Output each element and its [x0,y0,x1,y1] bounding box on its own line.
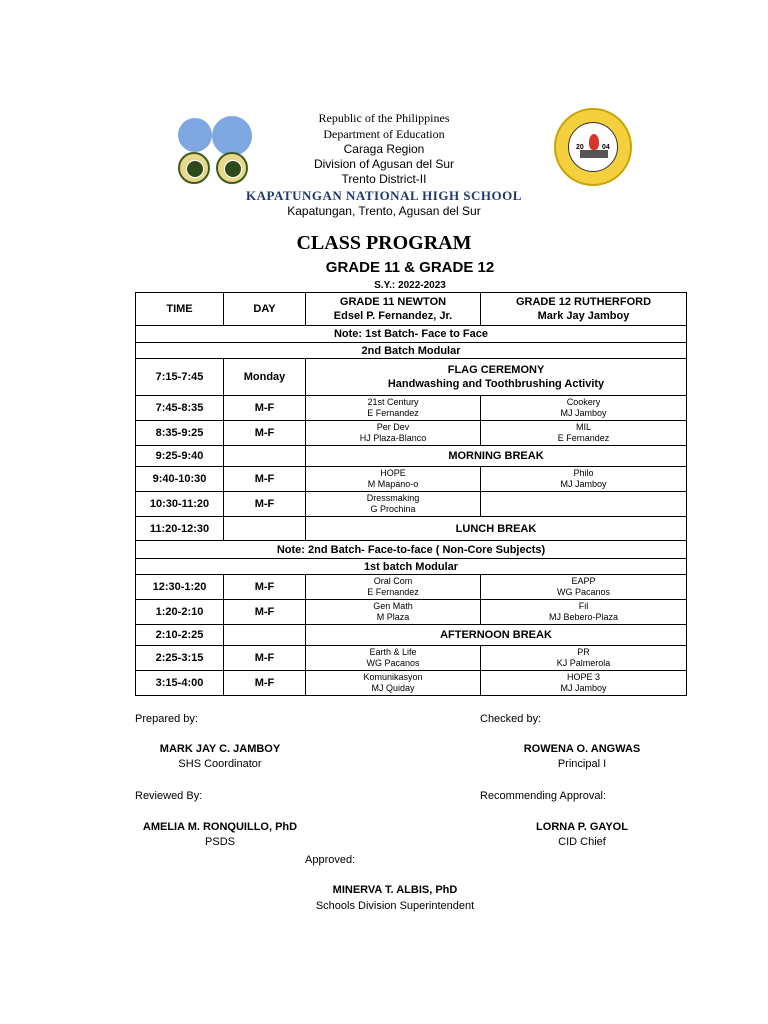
table-row [136,492,687,517]
note-batch2b: 1st batch Modular [136,559,687,575]
teacher: MJ Jamboy [560,683,607,693]
subject: Per Dev [376,422,410,432]
row-day: M-F [224,492,306,517]
recommending-approval-position: CID Chief [558,836,606,848]
subject: MIL [575,422,591,432]
row-day: M-F [224,671,306,696]
grade11-cell [306,492,481,517]
afternoon-break-label: AFTERNOON BREAK [306,625,687,646]
page-title: CLASS PROGRAM [296,232,472,254]
approved-name: MINERVA T. ALBIS, PhD [332,884,458,896]
header-line-division: Division of Agusan del Sur [313,157,455,171]
subject: Dressmaking [366,493,420,503]
teacher: HJ Plaza-Blanco [359,433,427,443]
header-line-district: Trento District-II [341,172,427,186]
row-day [224,446,306,467]
row-day: M-F [224,600,306,625]
teacher: M Mapano-o [367,479,419,489]
row-time: 2:25-3:15 [136,646,224,671]
teacher: M Plaza [376,612,410,622]
header-line-republic: Republic of the Philippines [318,111,450,125]
teacher: KJ Palmerola [556,658,611,668]
reviewed-by-name: AMELIA M. RONQUILLO, PhD [142,821,298,833]
row-day [224,517,306,541]
table-header-row [136,293,687,326]
col-header-grade12 [481,293,687,326]
row-time: 12:30-1:20 [136,575,224,600]
note-batch1b: 2nd Batch Modular [136,343,687,359]
row-day: M-F [224,646,306,671]
page-subtitle: GRADE 11 & GRADE 12 [325,259,495,276]
col-header-time: TIME [136,293,224,326]
row-day [224,625,306,646]
checked-by-name: ROWENA O. ANGWAS [523,743,641,755]
recommending-approval-label: Recommending Approval: [480,790,606,802]
grade11-cell [306,646,481,671]
subject: EAPP [571,576,596,586]
table-row-flag [136,359,687,396]
grade12-cell [481,421,687,446]
teacher: WG Pacanos [556,587,611,597]
table-row [136,646,687,671]
grade12-cell [481,575,687,600]
seal-year-left: 20 [576,144,584,151]
grade11-cell [306,575,481,600]
row-time: 1:20-2:10 [136,600,224,625]
row-day: Monday [224,359,306,396]
teacher: E Fernandez [557,433,610,443]
grade11-cell [306,421,481,446]
teacher: MJ Jamboy [560,479,607,489]
header-line-region: Caraga Region [343,142,425,156]
table-row-afternoon-break [136,625,687,646]
grade11-cell [306,467,481,492]
table-row [136,600,687,625]
table-row [136,396,687,421]
reviewed-by-position: PSDS [205,836,235,848]
note-batch1: Note: 1st Batch- Face to Face [136,326,687,343]
row-time: 3:15-4:00 [136,671,224,696]
subject: Fil [578,601,589,611]
teacher: MJ Quiday [371,683,415,693]
teacher: MJ Bebero-Plaza [548,612,619,622]
prepared-by-label: Prepared by: [135,713,198,725]
subject: Philo [573,468,594,478]
grade12-cell [481,671,687,696]
table-row [136,467,687,492]
class-schedule-table [135,292,687,696]
note-batch2: Note: 2nd Batch- Face-to-face ( Non-Core Subjects) [136,541,687,559]
subject: HOPE [380,468,406,478]
row-time: 9:25-9:40 [136,446,224,467]
grade11-adviser: Edsel P. Fernandez, Jr. [333,310,453,322]
approved-label: Approved: [305,854,356,866]
row-time: 10:30-11:20 [136,492,224,517]
row-time: 9:40-10:30 [136,467,224,492]
grade12-section: GRADE 12 RUTHERFORD [515,296,652,308]
row-day: M-F [224,467,306,492]
table-row [136,671,687,696]
seal-year-right: 04 [602,144,610,151]
checked-by-position: Principal I [557,758,607,770]
col-header-grade11 [306,293,481,326]
grade12-cell [481,646,687,671]
school-address: Kapatungan, Trento, Agusan del Sur [287,204,481,218]
teacher: E Fernandez [367,587,419,597]
morning-break-label: MORNING BREAK [306,446,687,467]
table-row [136,421,687,446]
header-line-deped: Department of Education [323,127,445,141]
subject: HOPE 3 [566,672,600,682]
grade12-cell [481,600,687,625]
row-time: 2:10-2:25 [136,625,224,646]
row-time: 8:35-9:25 [136,421,224,446]
grade12-adviser: Mark Jay Jamboy [537,310,630,322]
grade11-cell [306,396,481,421]
prepared-by-position: SHS Coordinator [178,758,262,770]
subject: Cookery [566,397,601,407]
grade12-cell [481,492,687,517]
subject: Earth & Life [369,647,417,657]
subject: PR [577,647,590,657]
flag-ceremony-label: FLAG CEREMONY [447,364,545,376]
row-day: M-F [224,575,306,600]
subject: Gen Math [373,601,413,611]
checked-by-label: Checked by: [480,713,542,725]
table-row-morning-break [136,446,687,467]
prepared-by-name: MARK JAY C. JAMBOY [159,743,281,755]
grade11-section: GRADE 11 NEWTON [339,296,447,308]
school-year: S.Y.: 2022-2023 [374,280,446,291]
teacher: WG Pacanos [366,658,420,668]
row-day: M-F [224,421,306,446]
col-header-day: DAY [224,293,306,326]
row-day: M-F [224,396,306,421]
grade12-cell [481,467,687,492]
flag-ceremony-cell [306,359,687,396]
lunch-break-label: LUNCH BREAK [306,517,687,541]
row-time: 7:15-7:45 [136,359,224,396]
grade11-cell [306,671,481,696]
row-time: 11:20-12:30 [136,517,224,541]
teacher: MJ Jamboy [560,408,607,418]
grade11-cell [306,600,481,625]
teacher: G Prochina [370,504,416,514]
handwashing-label: Handwashing and Toothbrushing Activity [387,378,605,390]
subject: Oral Com [373,576,413,586]
grade12-cell [481,396,687,421]
table-row-lunch-break [136,517,687,541]
approved-position: Schools Division Superintendent [315,900,475,912]
row-time: 7:45-8:35 [136,396,224,421]
school-name: KAPATUNGAN NATIONAL HIGH SCHOOL [246,188,522,203]
teacher: E Fernandez [367,408,419,418]
table-row [136,575,687,600]
subject: 21st Century [367,397,419,407]
recommending-approval-name: LORNA P. GAYOL [536,821,628,833]
subject: Komunikasyon [363,672,423,682]
reviewed-by-label: Reviewed By: [135,790,203,802]
